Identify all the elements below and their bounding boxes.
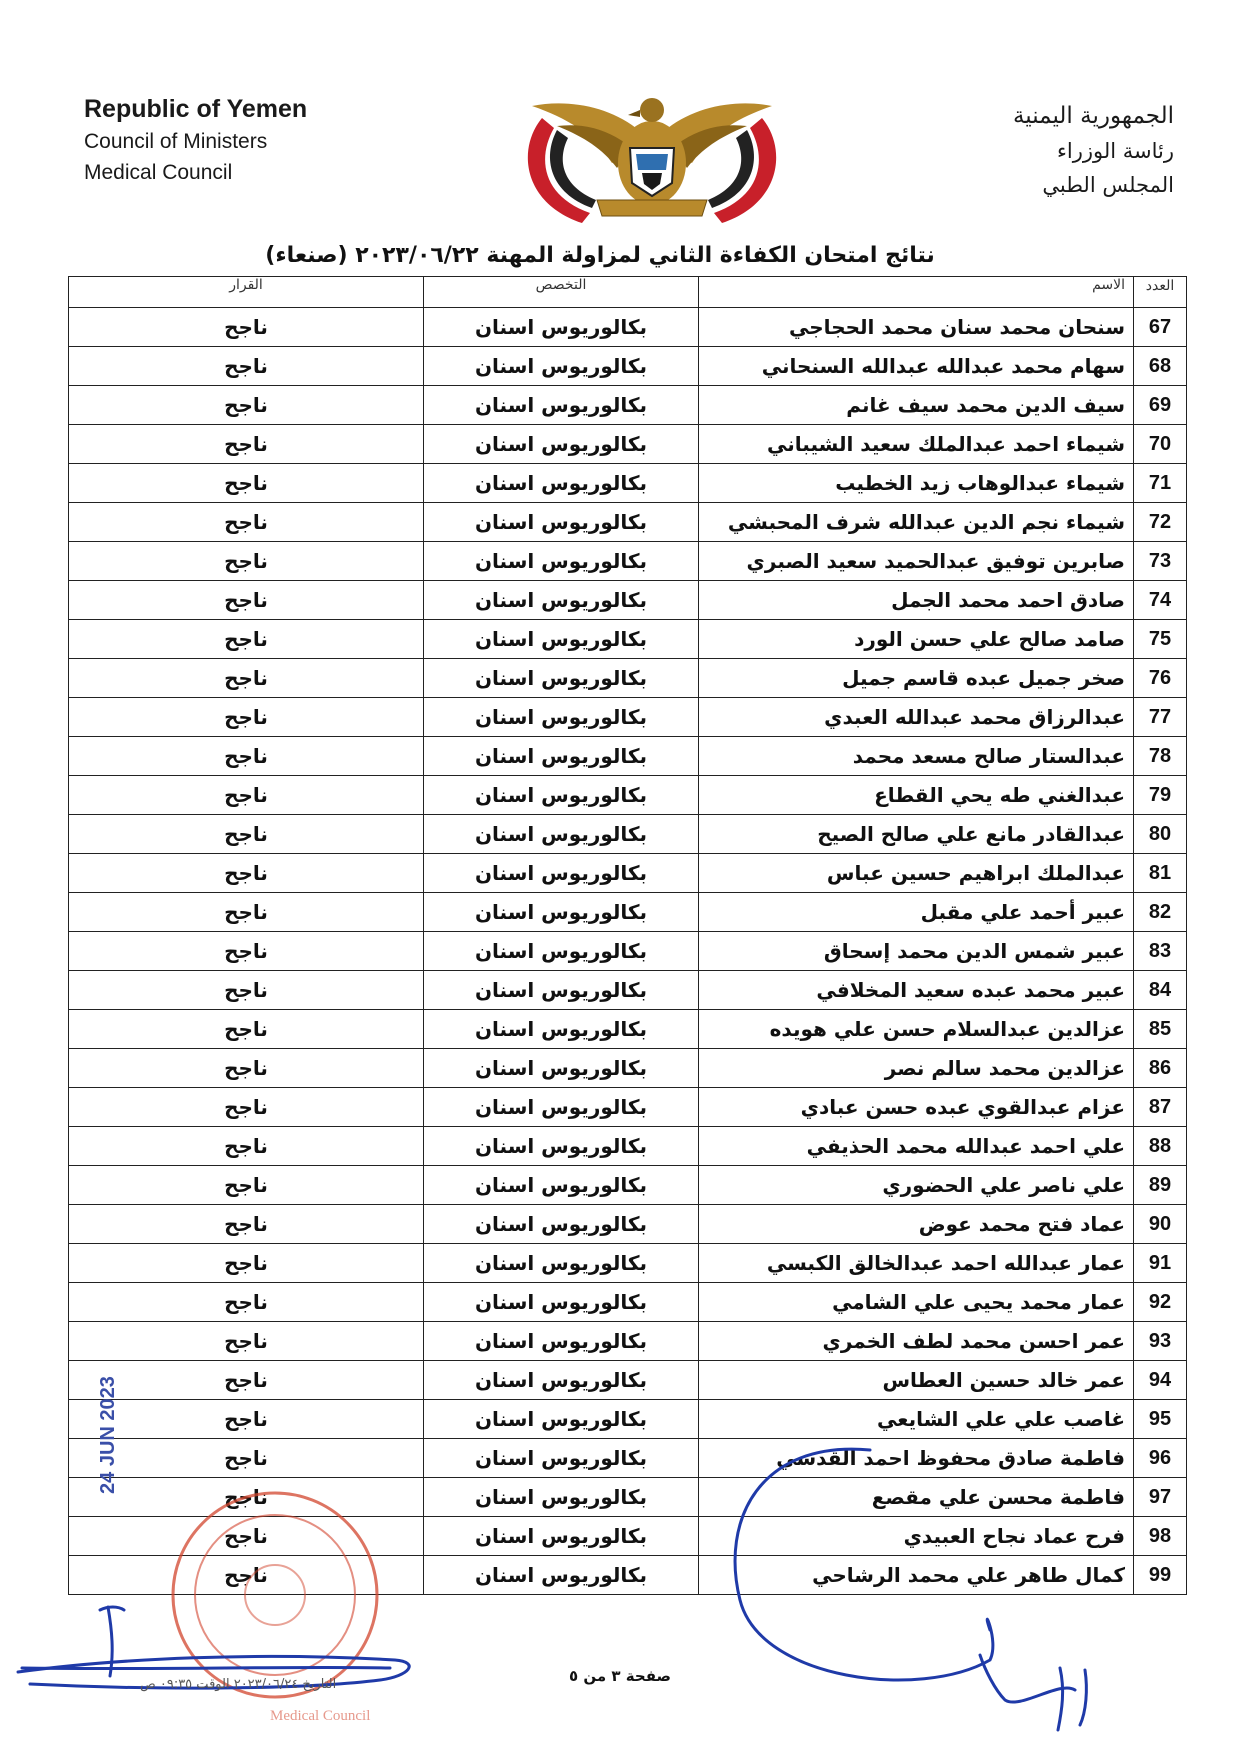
name-cell: شيماء احمد عبدالملك سعيد الشيباني — [699, 425, 1134, 464]
table-row — [69, 971, 1187, 1010]
table-row — [69, 776, 1187, 815]
row-number-cell: 81 — [1134, 854, 1187, 893]
specialty-cell: بكالوريوس اسنان — [424, 1127, 699, 1166]
column-header-name: الاسم — [699, 277, 1134, 308]
name-cell: علي ناصر علي الحضوري — [699, 1166, 1134, 1205]
medical-council-en: Medical Council — [84, 161, 233, 184]
table-row — [69, 464, 1187, 503]
decision-cell: ناجح — [69, 854, 424, 893]
table-row — [69, 581, 1187, 620]
decision-cell: ناجح — [69, 1010, 424, 1049]
decision-cell: ناجح — [69, 776, 424, 815]
row-number-cell: 86 — [1134, 1049, 1187, 1088]
row-number-cell: 71 — [1134, 464, 1187, 503]
row-number-cell: 98 — [1134, 1517, 1187, 1556]
table-row — [69, 698, 1187, 737]
table-row — [69, 737, 1187, 776]
specialty-cell: بكالوريوس اسنان — [424, 1088, 699, 1127]
specialty-cell: بكالوريوس اسنان — [424, 971, 699, 1010]
name-cell: صابرين توفيق عبدالحميد سعيد الصبري — [699, 542, 1134, 581]
specialty-cell: بكالوريوس اسنان — [424, 347, 699, 386]
name-cell: عمار محمد يحيى علي الشامي — [699, 1283, 1134, 1322]
decision-cell: ناجح — [69, 1088, 424, 1127]
table-row — [69, 1556, 1187, 1595]
specialty-cell: بكالوريوس اسنان — [424, 1322, 699, 1361]
decision-cell: ناجح — [69, 1478, 424, 1517]
specialty-cell: بكالوريوس اسنان — [424, 620, 699, 659]
name-cell: عبدالغني طه يحي القطاع — [699, 776, 1134, 815]
column-header-specialty: التخصص — [424, 277, 699, 308]
name-cell: عمار عبدالله احمد عبدالخالق الكبسي — [699, 1244, 1134, 1283]
name-cell: عبدالملك ابراهيم حسين عباس — [699, 854, 1134, 893]
row-number-cell: 84 — [1134, 971, 1187, 1010]
row-number-cell: 97 — [1134, 1478, 1187, 1517]
specialty-cell: بكالوريوس اسنان — [424, 386, 699, 425]
row-number-cell: 80 — [1134, 815, 1187, 854]
row-number-cell: 94 — [1134, 1361, 1187, 1400]
name-cell: عمر خالد حسين العطاس — [699, 1361, 1134, 1400]
specialty-cell: بكالوريوس اسنان — [424, 698, 699, 737]
decision-cell: ناجح — [69, 620, 424, 659]
row-number-cell: 76 — [1134, 659, 1187, 698]
column-header-decision: القرار — [69, 277, 424, 308]
table-row — [69, 1283, 1187, 1322]
decision-cell: ناجح — [69, 1049, 424, 1088]
decision-cell: ناجح — [69, 659, 424, 698]
specialty-cell: بكالوريوس اسنان — [424, 1049, 699, 1088]
decision-cell: ناجح — [69, 1166, 424, 1205]
decision-cell: ناجح — [69, 932, 424, 971]
table-row — [69, 503, 1187, 542]
row-number-cell: 68 — [1134, 347, 1187, 386]
specialty-cell: بكالوريوس اسنان — [424, 1205, 699, 1244]
table-row — [69, 386, 1187, 425]
row-number-cell: 72 — [1134, 503, 1187, 542]
table-row — [69, 1205, 1187, 1244]
specialty-cell: بكالوريوس اسنان — [424, 464, 699, 503]
row-number-cell: 77 — [1134, 698, 1187, 737]
row-number-cell: 79 — [1134, 776, 1187, 815]
name-cell: عزام عبدالقوي عبده حسن عبادي — [699, 1088, 1134, 1127]
table-row — [69, 893, 1187, 932]
specialty-cell: بكالوريوس اسنان — [424, 815, 699, 854]
table-row — [69, 1322, 1187, 1361]
row-number-cell: 93 — [1134, 1322, 1187, 1361]
name-cell: صخر جميل عبده قاسم جميل — [699, 659, 1134, 698]
results-table — [68, 276, 1187, 1595]
decision-cell: ناجح — [69, 1439, 424, 1478]
row-number-cell: 99 — [1134, 1556, 1187, 1595]
row-number-cell: 75 — [1134, 620, 1187, 659]
specialty-cell: بكالوريوس اسنان — [424, 542, 699, 581]
name-cell: صادق احمد محمد الجمل — [699, 581, 1134, 620]
table-row — [69, 1478, 1187, 1517]
header-english — [84, 92, 307, 188]
decision-cell: ناجح — [69, 386, 424, 425]
name-cell: سنحان محمد سنان محمد الحجاجي — [699, 308, 1134, 347]
decision-cell: ناجح — [69, 971, 424, 1010]
specialty-cell: بكالوريوس اسنان — [424, 425, 699, 464]
row-number-cell: 90 — [1134, 1205, 1187, 1244]
specialty-cell: بكالوريوس اسنان — [424, 1244, 699, 1283]
decision-cell: ناجح — [69, 1556, 424, 1595]
republic-name-en: Republic of Yemen — [84, 95, 308, 123]
row-number-cell: 89 — [1134, 1166, 1187, 1205]
row-number-cell: 96 — [1134, 1439, 1187, 1478]
decision-cell: ناجح — [69, 1244, 424, 1283]
decision-cell: ناجح — [69, 581, 424, 620]
row-number-cell: 78 — [1134, 737, 1187, 776]
decision-cell: ناجح — [69, 1361, 424, 1400]
name-cell: فاطمة محسن علي مقصع — [699, 1478, 1134, 1517]
table-row — [69, 1517, 1187, 1556]
name-cell: عبير شمس الدين محمد إسحاق — [699, 932, 1134, 971]
name-cell: كمال طاهر علي محمد الرشاحي — [699, 1556, 1134, 1595]
specialty-cell: بكالوريوس اسنان — [424, 1439, 699, 1478]
medical-council-ar: المجلس الطبي — [1042, 173, 1174, 197]
row-number-cell: 92 — [1134, 1283, 1187, 1322]
table-row — [69, 1010, 1187, 1049]
decision-cell: ناجح — [69, 1205, 424, 1244]
name-cell: عماد فتح محمد عوض — [699, 1205, 1134, 1244]
table-header-row — [69, 277, 1187, 308]
table-row — [69, 1439, 1187, 1478]
specialty-cell: بكالوريوس اسنان — [424, 1361, 699, 1400]
name-cell: شيماء عبدالوهاب زيد الخطيب — [699, 464, 1134, 503]
document-title: نتائج امتحان الكفاءة الثاني لمزاولة المهنة ٢٠٢٣/٠٦/٢٢ (صنعاء) — [265, 243, 935, 268]
table-row — [69, 347, 1187, 386]
name-cell: عزالدين محمد سالم نصر — [699, 1049, 1134, 1088]
row-number-cell: 69 — [1134, 386, 1187, 425]
table-row — [69, 620, 1187, 659]
specialty-cell: بكالوريوس اسنان — [424, 1517, 699, 1556]
council-of-ministers-ar: رئاسة الوزراء — [1057, 139, 1174, 163]
table-row — [69, 1361, 1187, 1400]
row-number-cell: 85 — [1134, 1010, 1187, 1049]
decision-cell: ناجح — [69, 1517, 424, 1556]
table-row — [69, 308, 1187, 347]
specialty-cell: بكالوريوس اسنان — [424, 581, 699, 620]
table-row — [69, 1244, 1187, 1283]
page-number: صفحة ٣ من ٥ — [569, 1667, 671, 1685]
table-row — [69, 1166, 1187, 1205]
table-row — [69, 542, 1187, 581]
specialty-cell: بكالوريوس اسنان — [424, 659, 699, 698]
name-cell: عبدالرزاق محمد عبدالله العبدي — [699, 698, 1134, 737]
yemen-eagle-emblem-icon — [512, 88, 792, 228]
decision-cell: ناجح — [69, 542, 424, 581]
specialty-cell: بكالوريوس اسنان — [424, 854, 699, 893]
name-cell: علي احمد عبدالله محمد الحذيفي — [699, 1127, 1134, 1166]
row-number-cell: 91 — [1134, 1244, 1187, 1283]
table-row — [69, 659, 1187, 698]
specialty-cell: بكالوريوس اسنان — [424, 1166, 699, 1205]
table-row — [69, 1088, 1187, 1127]
specialty-cell: بكالوريوس اسنان — [424, 1400, 699, 1439]
decision-cell: ناجح — [69, 893, 424, 932]
date-stamp: 24 JUN 2023 — [96, 1376, 119, 1494]
specialty-cell: بكالوريوس اسنان — [424, 1478, 699, 1517]
name-cell: عمر احسن محمد لطف الخمري — [699, 1322, 1134, 1361]
name-cell: سيف الدين محمد سيف غانم — [699, 386, 1134, 425]
seal-text: Medical Council — [270, 1708, 371, 1724]
name-cell: غاصب علي علي الشايعي — [699, 1400, 1134, 1439]
decision-cell: ناجح — [69, 1322, 424, 1361]
row-number-cell: 87 — [1134, 1088, 1187, 1127]
decision-cell: ناجح — [69, 425, 424, 464]
row-number-cell: 83 — [1134, 932, 1187, 971]
specialty-cell: بكالوريوس اسنان — [424, 308, 699, 347]
name-cell: شيماء نجم الدين عبدالله شرف المحبشي — [699, 503, 1134, 542]
name-cell: عبدالستار صالح مسعد محمد — [699, 737, 1134, 776]
name-cell: عبير محمد عبده سعيد المخلافي — [699, 971, 1134, 1010]
table-row — [69, 932, 1187, 971]
name-cell: سهام محمد عبدالله عبدالله السنحاني — [699, 347, 1134, 386]
specialty-cell: بكالوريوس اسنان — [424, 1556, 699, 1595]
specialty-cell: بكالوريوس اسنان — [424, 1010, 699, 1049]
name-cell: فرح عماد نجاح العبيدي — [699, 1517, 1134, 1556]
decision-cell: ناجح — [69, 1400, 424, 1439]
decision-cell: ناجح — [69, 503, 424, 542]
name-cell: عبدالقادر مانع علي صالح الصيح — [699, 815, 1134, 854]
table-row — [69, 425, 1187, 464]
decision-cell: ناجح — [69, 308, 424, 347]
name-cell: عزالدين عبدالسلام حسن علي هويده — [699, 1010, 1134, 1049]
specialty-cell: بكالوريوس اسنان — [424, 932, 699, 971]
decision-cell: ناجح — [69, 815, 424, 854]
decision-cell: ناجح — [69, 1127, 424, 1166]
stamp-date-time: التاريخ ٢٠٢٣/٠٦/٢٤ الوقت ٠٩:٣٥ ص — [140, 1677, 337, 1692]
table-row — [69, 854, 1187, 893]
column-header-num: العدد — [1134, 277, 1187, 308]
table-row — [69, 815, 1187, 854]
row-number-cell: 73 — [1134, 542, 1187, 581]
decision-cell: ناجح — [69, 347, 424, 386]
name-cell: صامد صالح علي حسن الورد — [699, 620, 1134, 659]
specialty-cell: بكالوريوس اسنان — [424, 776, 699, 815]
decision-cell: ناجح — [69, 698, 424, 737]
table-row — [69, 1049, 1187, 1088]
row-number-cell: 67 — [1134, 308, 1187, 347]
table-row — [69, 1400, 1187, 1439]
row-number-cell: 82 — [1134, 893, 1187, 932]
specialty-cell: بكالوريوس اسنان — [424, 1283, 699, 1322]
council-of-ministers-en: Council of Ministers — [84, 130, 268, 153]
row-number-cell: 74 — [1134, 581, 1187, 620]
name-cell: عبير أحمد علي مقبل — [699, 893, 1134, 932]
row-number-cell: 88 — [1134, 1127, 1187, 1166]
specialty-cell: بكالوريوس اسنان — [424, 503, 699, 542]
decision-cell: ناجح — [69, 1283, 424, 1322]
row-number-cell: 95 — [1134, 1400, 1187, 1439]
header-arabic — [1013, 98, 1174, 202]
republic-name-ar: الجمهورية اليمنية — [1012, 103, 1174, 129]
decision-cell: ناجح — [69, 464, 424, 503]
decision-cell: ناجح — [69, 737, 424, 776]
row-number-cell: 70 — [1134, 425, 1187, 464]
name-cell: فاطمة صادق محفوظ احمد القدسي — [699, 1439, 1134, 1478]
specialty-cell: بكالوريوس اسنان — [424, 893, 699, 932]
table-row — [69, 1127, 1187, 1166]
specialty-cell: بكالوريوس اسنان — [424, 737, 699, 776]
